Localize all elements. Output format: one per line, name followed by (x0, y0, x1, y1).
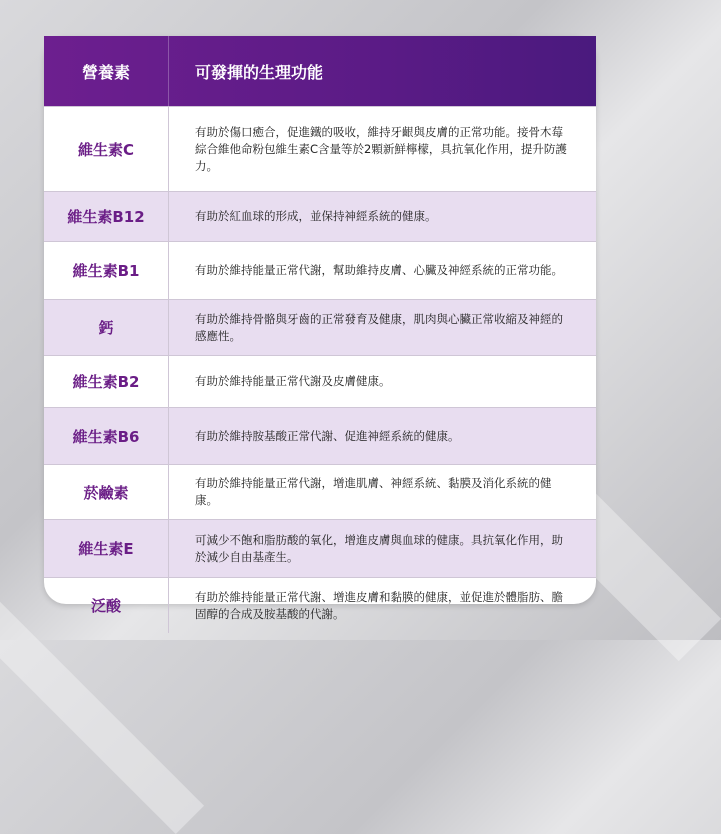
table-row (44, 577, 596, 633)
table-row (44, 191, 596, 241)
table-row (44, 299, 596, 355)
nutrient-function: 有助於維持能量正常代謝，增進肌膚、神經系統、黏膜及消化系統的健康。 (195, 476, 552, 507)
table-row (44, 407, 596, 464)
table-header (44, 36, 596, 106)
nutrient-function: 有助於維持能量正常代謝、增進皮膚和黏膜的健康，並促進於體脂肪、膽固醇的合成及胺基酸的代謝。 (195, 589, 563, 621)
nutrient-name: 維生素B2 (44, 356, 169, 407)
nutrient-name: 泛酸 (44, 578, 169, 633)
nutrient-name: 維生素C (44, 107, 169, 191)
nutrient-function: 可減少不飽和脂肪酸的氧化，增進皮膚與血球的健康。具抗氧化作用，助於減少自由基產生。 (195, 532, 563, 564)
nutrient-name: 維生素E (44, 520, 169, 577)
header-function: 可發揮的生理功能 (195, 62, 324, 82)
nutrient-name: 維生素B6 (44, 408, 169, 464)
nutrient-function: 有助於維持能量正常代謝，幫助維持皮膚、心臟及神經系統的正常功能。 (195, 263, 563, 277)
nutrient-function: 有助於紅血球的形成，並保持神經系統的健康。 (195, 209, 437, 223)
nutrient-function: 有助於維持胺基酸正常代謝、促進神經系統的健康。 (195, 428, 460, 443)
table-row (44, 355, 596, 407)
nutrient-name: 維生素B1 (44, 242, 169, 299)
table-row (44, 106, 596, 191)
table-row (44, 241, 596, 299)
nutrient-table-card (44, 36, 596, 621)
nutrient-name: 維生素B12 (44, 192, 169, 241)
table-row (44, 464, 596, 519)
nutrient-name: 菸鹼素 (44, 465, 169, 519)
nutrient-function: 有助於維持骨骼與牙齒的正常發育及健康，肌肉與心臟正常收縮及神經的感應性。 (195, 311, 563, 343)
nutrient-function: 有助於維持能量正常代謝及皮膚健康。 (195, 374, 391, 388)
nutrient-function: 有助於傷口癒合，促進鐵的吸收，維持牙齦與皮膚的正常功能。接骨木莓綜合維他命粉包維生素C含量等於2顆新鮮檸檬，具抗氧化作用，提升防護力。 (195, 124, 567, 173)
header-nutrient: 營養素 (44, 36, 169, 106)
nutrient-name: 鈣 (44, 300, 169, 355)
table-row (44, 519, 596, 577)
